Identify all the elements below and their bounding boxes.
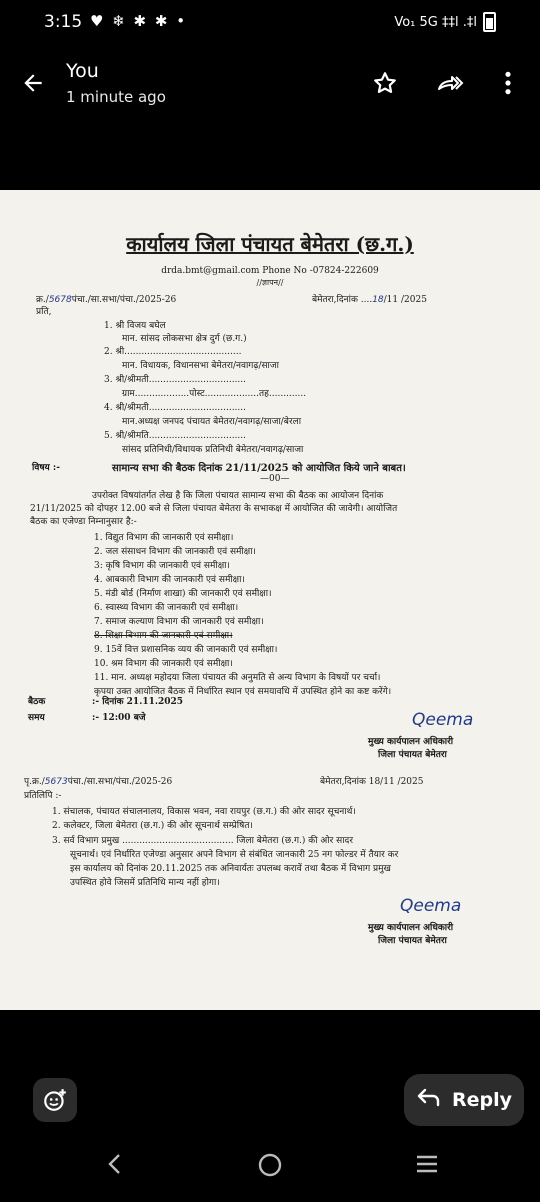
ref-number: 5678 [48, 295, 72, 305]
agenda-item: 11. मान. अध्यक्ष महोदया जिला पंचायत की अनुमति से अन्य विभाग के विषयों पर चर्चा। [94, 673, 381, 683]
system-nav-bar [0, 1142, 540, 1202]
copy-item: इस कार्यालय को दिनांक 20.11.2025 तक अनिवार्यतः उपलब्ध करावें तथा बैठक में विभाग प्रमुख [70, 864, 391, 874]
recipient-line: मान. विधायक, विधानसभा बेमेतरा/नवागढ़/साजा [122, 361, 279, 371]
recipient-line: 4. श्री/श्रीमती.................................. [104, 403, 246, 413]
reply-label: Reply [451, 1089, 512, 1111]
nav-recents-icon[interactable] [414, 1152, 440, 1182]
recipient-line: ग्राम...................पोस्ट...................तह............. [122, 389, 307, 399]
clock: 3:15 [44, 12, 83, 32]
body-line: बैठक का एजेण्डा निम्नानुसार है:- [30, 517, 137, 527]
app-bar [0, 52, 540, 124]
nav-home-icon[interactable] [257, 1152, 283, 1184]
arrow-left-icon[interactable] [20, 70, 46, 103]
more-vert-icon[interactable] [498, 70, 518, 102]
meeting-date: :- दिनांक 21.11.2025 [92, 697, 184, 707]
meeting-time: :- 12:00 बजे [92, 713, 146, 723]
doc-contact: drda.bmt@gmail.com Phone No -07824-222609 [161, 266, 379, 276]
subject-label: विषय :- [32, 463, 60, 473]
recipient-line: सांसद प्रतिनिधी/विधायक प्रतिनिधी बेमेतरा/नवागढ़/साजा [122, 445, 304, 455]
copy-item: सूचनार्थ। एवं निर्धारित एजेण्डा अनुसार अपने विभाग से संबंधित जानकारी 25 नग फोल्डर में तैयार कर [70, 850, 399, 860]
copy-ref-line: पृ.क्र./5673पंचा./सा.सभा/पंचा./2025-26 [24, 777, 173, 787]
signature-2: Qeema [400, 896, 462, 916]
nav-back-icon[interactable] [105, 1152, 125, 1182]
copy-item: 1. संचालक, पंचायत संचालनालय, विकास भवन, नवा रायपुर (छ.ग.) की ओर सादर सूचनार्थ। [52, 807, 356, 817]
copy-item: उपस्थित होवे जिसमें प्रतिनिधि मान्य नहीं होगा। [70, 878, 220, 888]
ref-line: क्र./5678पंचा./सा.सभा/पंचा./2025-26 [36, 295, 177, 305]
copy-item: 3. सर्व विभाग प्रमुख ....................................... जिला बेमेतरा (छ.ग.) की ओर सादर [52, 836, 354, 846]
copy-date: बेमेतरा,दिनांक 18/11 /2025 [320, 777, 424, 787]
sign-office: जिला पंचायत बेमेतरा [378, 750, 447, 760]
agenda-item: 1. विद्युत विभाग की जानकारी एवं समीक्षा। [94, 533, 234, 543]
network-indicator: Vo₁ 5G ‡‡l .‡l [394, 14, 477, 30]
recipient-line: 3. श्री/श्रीमती.................................. [104, 375, 246, 385]
meeting-label: बैठक [28, 697, 46, 707]
notification-icons: ♥ ❄ ✱ ✱ • [90, 12, 188, 30]
agenda-item: 5. मंडी बोर्ड (निर्माण शाखा) की जानकारी एवं समीक्षा। [94, 589, 272, 599]
attached-document-image[interactable] [0, 190, 540, 1010]
reply-button[interactable] [404, 1074, 524, 1126]
agenda-item: 9. 15वें वित्त प्रशासनिक व्यय की जानकारी एवं समीक्षा। [94, 645, 278, 655]
copy-number: 5673 [44, 777, 68, 787]
emoji-add-icon[interactable] [33, 1078, 77, 1122]
agenda-item: 8. शिक्षा विभाग की जानकारी एवं समीक्षा। [94, 631, 233, 641]
star-icon[interactable] [372, 70, 398, 102]
copy-label: प्रतिलिपि :- [24, 791, 62, 801]
recipient-line: 5. श्री/श्रीमति.................................. [104, 431, 246, 441]
reply-icon [416, 1087, 442, 1114]
forward-all-icon[interactable] [436, 70, 466, 102]
to-label: प्रति, [36, 307, 52, 317]
copy-item: 2. कलेक्टर, जिला बेमेतरा (छ.ग.) की ओर सूचनार्थ सम्प्रेषित। [52, 821, 253, 831]
status-bar [0, 0, 540, 44]
body-line: उपरोक्त विषयांतर्गत लेख है कि जिला पंचायत सामान्य सभा की बैठक का आयोजन दिनांक [92, 491, 384, 501]
battery-icon [483, 12, 496, 32]
agenda-item: 7. समाज कल्याण विभाग की जानकारी एवं समीक्षा। [94, 617, 264, 627]
sign-title: मुख्य कार्यपालन अधिकारी [368, 737, 454, 747]
recipient-line: 2. श्री......................................... [104, 347, 242, 357]
agenda-item: 10. श्रम विभाग की जानकारी एवं समीक्षा। [94, 659, 233, 669]
agenda-item: 6. स्वास्थ्य विभाग की जानकारी एवं समीक्षा। [94, 603, 239, 613]
recipient-line: 1. श्री विजय बघेल [104, 321, 166, 331]
sender-name: You [66, 60, 99, 82]
signature: Qeema [412, 710, 474, 730]
agenda-item: 3: कृषि विभाग की जानकारी एवं समीक्षा। [94, 561, 230, 571]
divider: —00— [260, 474, 290, 484]
status-right [394, 12, 496, 32]
date-line: बेमेतरा,दिनांक ....18/11 /2025 [312, 295, 427, 305]
sign-office-2: जिला पंचायत बेमेतरा [378, 936, 447, 946]
doc-gyapan: //ज्ञापन// [256, 278, 284, 287]
agenda-item: 4. आबकारी विभाग की जानकारी एवं समीक्षा। [94, 575, 245, 585]
agenda-item: 2. जल संसाधन विभाग की जानकारी एवं समीक्षा। [94, 547, 256, 557]
recipient-line: मान.अध्यक्ष जनपद पंचायत बेमेतरा/नवागढ़/साजा/बेरला [122, 417, 302, 427]
subject-text: सामान्य सभा की बैठक दिनांक 21/11/2025 को आयोजित किये जाने बाबत। [112, 463, 406, 474]
doc-title: कार्यालय जिला पंचायत बेमेतरा (छ.ग.) [126, 232, 414, 256]
body-line: 21/11/2025 को दोपहर 12.00 बजे से जिला पंचायत बेमेतरा के सभाकक्ष में आयोजित की जावेगी। आयोजित [30, 504, 398, 514]
message-time: 1 minute ago [66, 88, 166, 106]
recipient-line: मान. सांसद लोकसभा क्षेत्र दुर्ग (छ.ग.) [122, 334, 247, 344]
time-label: समय [28, 713, 45, 723]
sign-title-2: मुख्य कार्यपालन अधिकारी [368, 923, 454, 933]
closing-line: कृपया उक्त आयोजित बैठक में निर्धारित स्थान एवं समयावधि में उपस्थित होने का कष्ट करेंगे। [94, 687, 392, 697]
